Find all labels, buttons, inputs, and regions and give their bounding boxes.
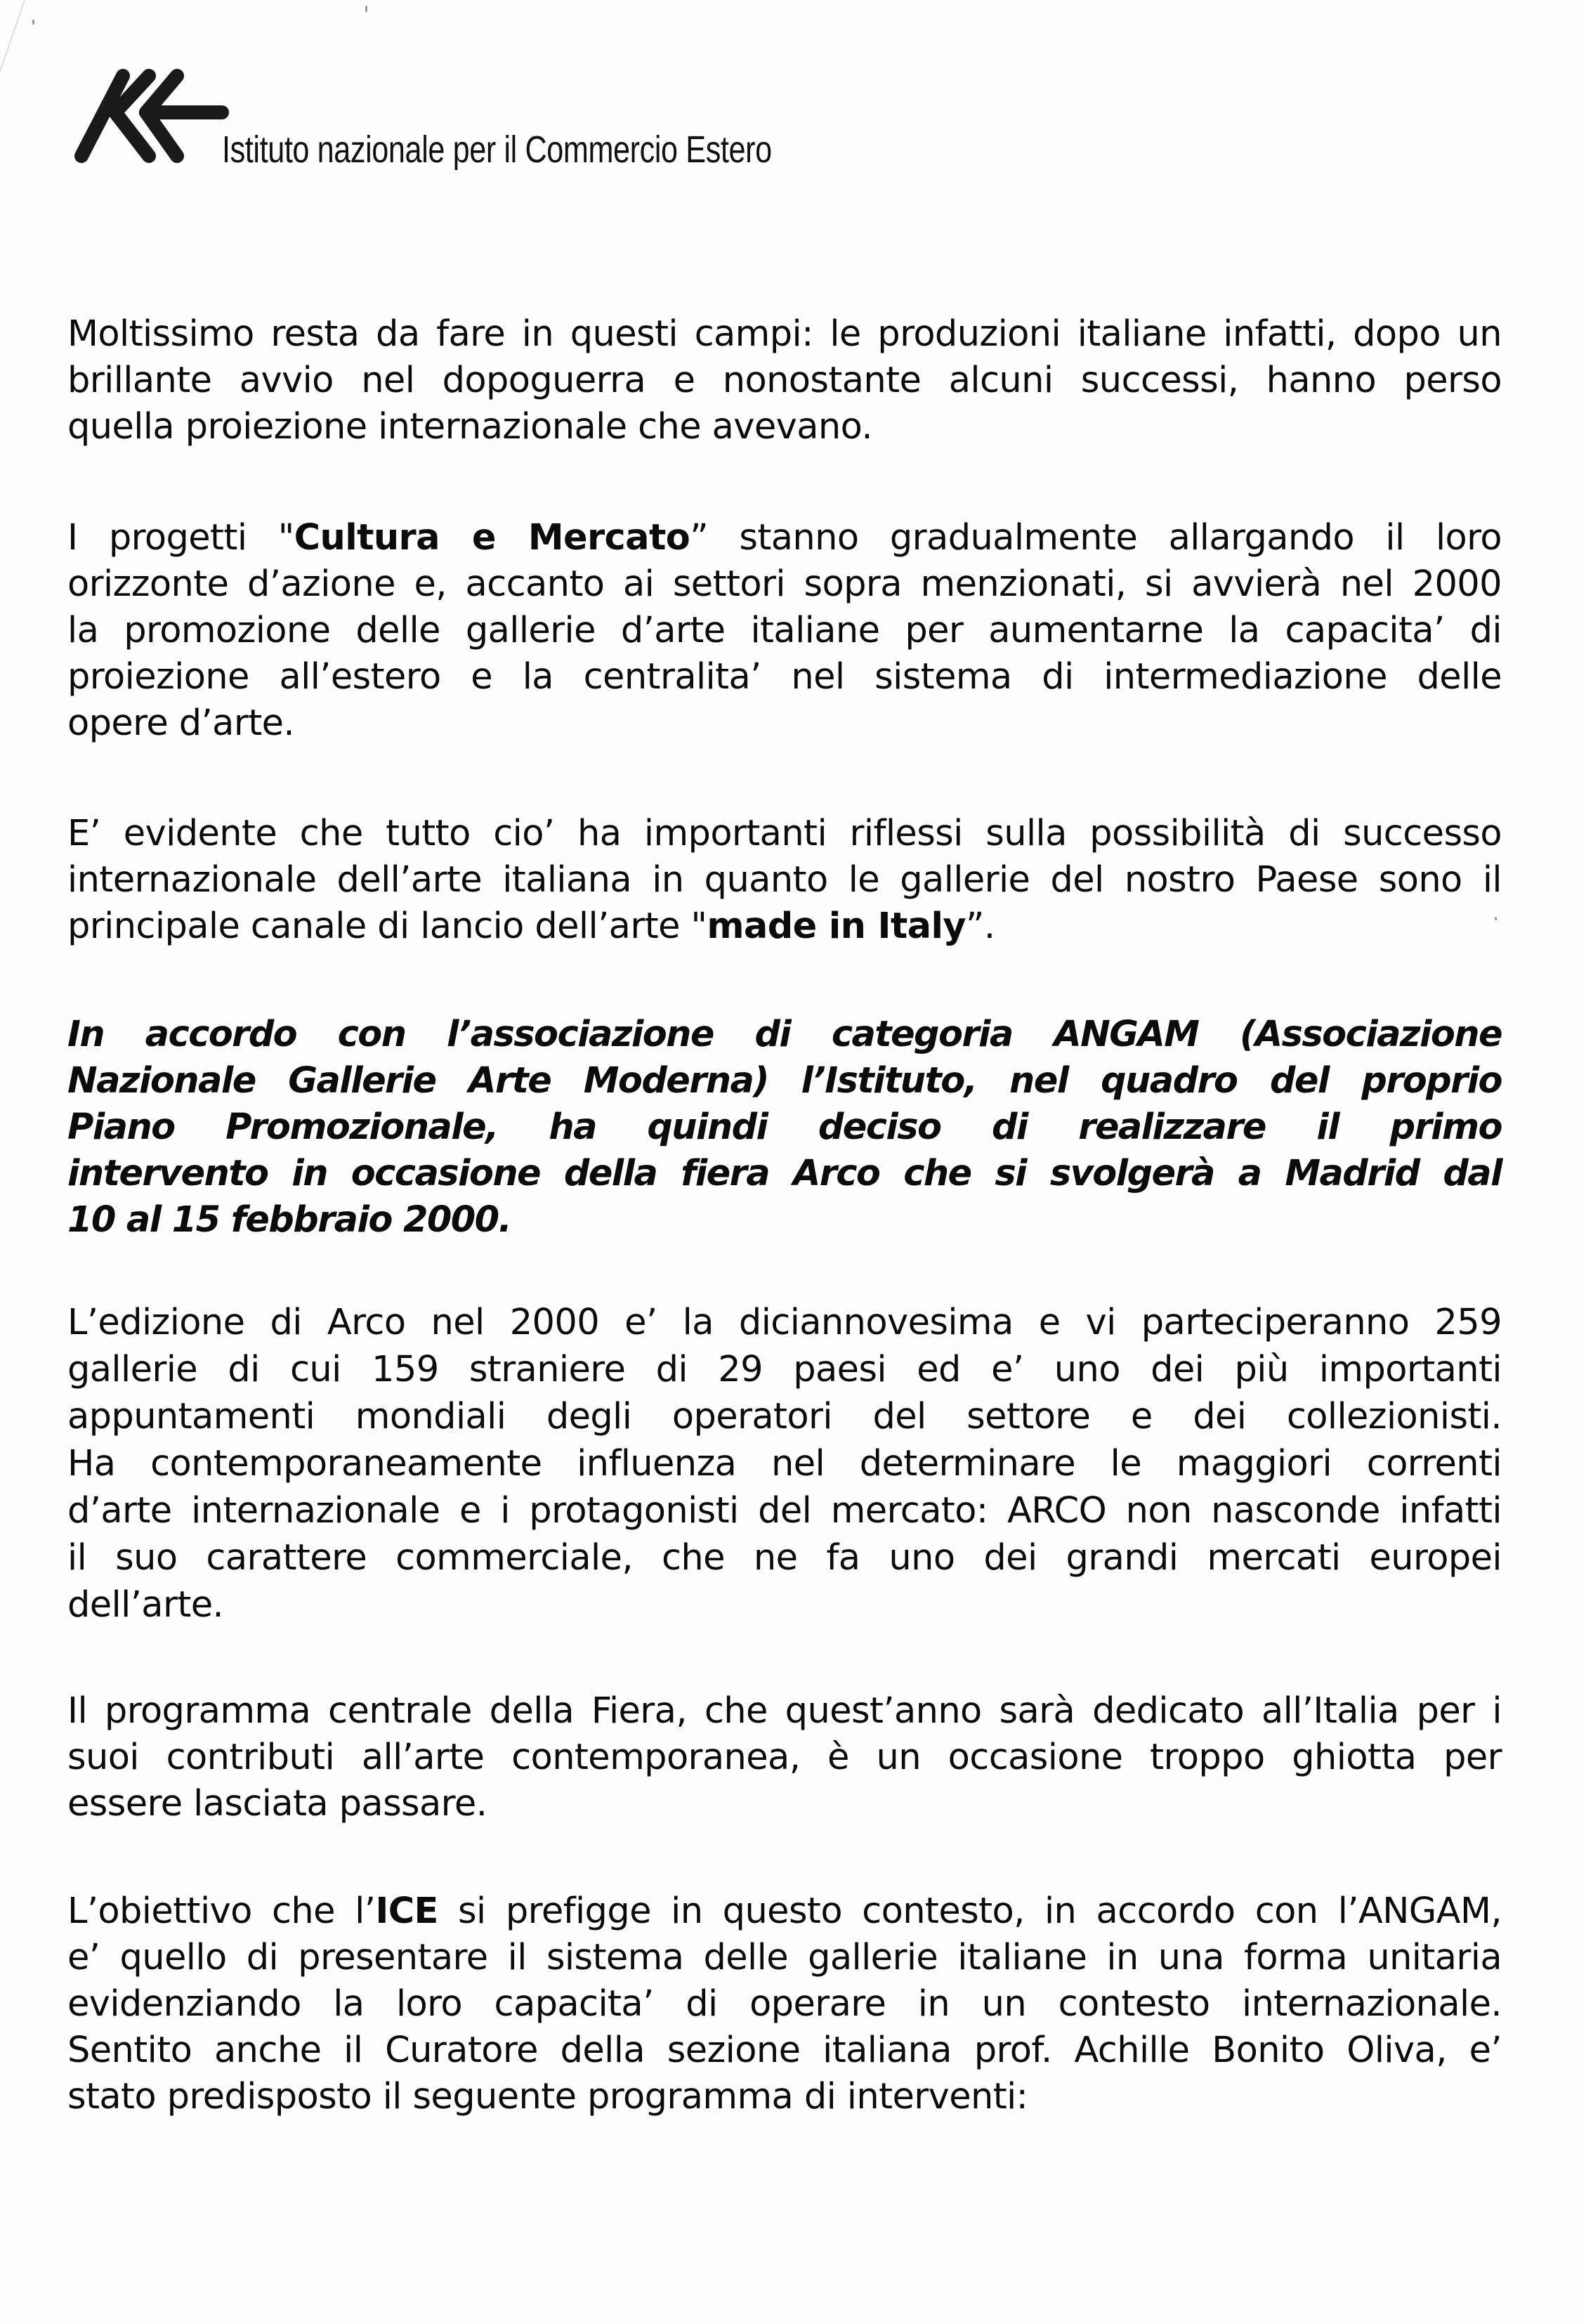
text-run: Moltissimo resta da fare in questi campi: le produzioni italiane infatti, dopo un [67, 313, 1502, 355]
paragraph [67, 1888, 1502, 2120]
text-line [67, 2074, 1502, 2120]
text-line [67, 1299, 1502, 1346]
text-line [67, 1393, 1502, 1440]
text-line [67, 358, 1502, 404]
text-line [67, 1735, 1502, 1781]
text-run: Sentito anche il Curatore della sezione italiana prof. Achille Bonito Oliva, e’ [67, 2030, 1502, 2071]
text-run: appuntamenti mondiali degli operatori del settore e dei collezionisti. [67, 1396, 1502, 1437]
paragraph [67, 1688, 1502, 1827]
text-run: intervento in occasione della fiera Arco che si svolgerà a Madrid dal [67, 1153, 1502, 1194]
text-line [67, 1440, 1502, 1487]
text-line [67, 1346, 1502, 1393]
text-line [67, 1104, 1502, 1151]
text-run: evidenziando la loro capacita’ di operare in un contesto internazionale. [67, 1983, 1502, 2025]
text-run: la promozione delle gallerie d’arte italiane per aumentarne la capacita’ di [67, 610, 1502, 651]
text-line [67, 2028, 1502, 2074]
paragraph [67, 515, 1502, 747]
institute-name: Istituto nazionale per il Commercio Estero [222, 129, 772, 171]
text-line [67, 1581, 1502, 1628]
text-run: Il programma centrale della Fiera, che quest’anno sarà dedicato all’Italia per i [67, 1690, 1502, 1732]
text-run: si prefigge in questo contesto, in accordo con l’ANGAM, [438, 1891, 1502, 1932]
text-run: il suo carattere commerciale, che ne fa uno dei grandi mercati europei [67, 1537, 1502, 1579]
text-run: opere d’arte. [67, 703, 294, 744]
bold-text: made in Italy [707, 906, 966, 947]
text-run: stato predisposto il seguente programma di interventi: [67, 2076, 1028, 2117]
text-line [67, 561, 1502, 608]
text-run: L’edizione di Arco nel 2000 e’ la diciannovesima e vi parteciperanno 259 [67, 1302, 1502, 1343]
text-run: E’ evidente che tutto cio’ ha importanti riflessi sulla possibilità di successo [67, 813, 1502, 854]
text-line [67, 1688, 1502, 1735]
text-line [67, 1487, 1502, 1534]
text-run: internazionale dell’arte italiana in quanto le gallerie del nostro Paese sono il [67, 859, 1502, 901]
text-line [67, 1058, 1502, 1104]
text-line [67, 1935, 1502, 1981]
paragraph [67, 811, 1502, 950]
text-line [67, 404, 1502, 450]
text-run: Ha contemporaneamente influenza nel determinare le maggiori correnti [67, 1443, 1502, 1484]
text-line [67, 1534, 1502, 1581]
text-line [67, 1981, 1502, 2028]
text-run: brillante avvio nel dopoguerra e nonostante alcuni successi, hanno perso [67, 360, 1502, 401]
text-line [67, 654, 1502, 700]
text-line [67, 515, 1502, 561]
text-run: dell’arte. [67, 1584, 224, 1626]
text-run: ” stanno gradualmente allargando il loro [690, 517, 1502, 559]
text-run: orizzonte d’azione e, accanto ai settori sopra menzionati, si avvierà nel 2000 [67, 563, 1502, 605]
text-line [67, 857, 1502, 903]
text-line [67, 1197, 1502, 1243]
text-run: principale canale di lancio dell’arte " [67, 906, 707, 947]
letterhead [0, 0, 1586, 211]
text-run: d’arte internazionale e i protagonisti del mercato: ARCO non nasconde infatti [67, 1490, 1502, 1532]
text-run: In accordo con l’associazione di categoria ANGAM (Associazione [67, 1014, 1502, 1055]
text-line [67, 311, 1502, 358]
text-run: proiezione all’estero e la centralita’ nel sistema di intermediazione delle [67, 656, 1502, 698]
text-run: essere lasciata passare. [67, 1783, 487, 1824]
text-run: suoi contributi all’arte contemporanea, è un occasione troppo ghiotta per [67, 1737, 1502, 1778]
bold-text: ICE [375, 1891, 438, 1932]
text-line [67, 1888, 1502, 1935]
text-line [67, 1151, 1502, 1197]
paragraph-highlighted [67, 1012, 1502, 1243]
text-line [67, 1012, 1502, 1058]
text-line [67, 608, 1502, 654]
text-run: e’ quello di presentare il sistema delle gallerie italiane in una forma unitaria [67, 1937, 1502, 1978]
text-line [67, 811, 1502, 857]
paragraph [67, 311, 1502, 450]
text-run: L’obiettivo che l’ [67, 1891, 376, 1932]
text-line [67, 1781, 1502, 1827]
text-line [67, 700, 1502, 747]
text-run: 10 al 15 febbraio 2000. [67, 1199, 511, 1241]
text-run: Piano Promozionale, ha quindi deciso di realizzare il primo [67, 1106, 1502, 1148]
text-run: Nazionale Gallerie Arte Moderna) l’Istituto, nel quadro del proprio [67, 1060, 1502, 1102]
paragraph [67, 1299, 1502, 1628]
ice-logo-icon [70, 65, 232, 167]
text-run: quella proiezione internazionale che avevano. [67, 406, 872, 448]
text-line [67, 903, 1502, 950]
text-run: gallerie di cui 159 straniere di 29 paesi ed e’ uno dei più importanti [67, 1349, 1502, 1390]
text-run: ”. [966, 906, 995, 947]
text-run: I progetti " [67, 517, 294, 559]
bold-text: Cultura e Mercato [294, 517, 690, 559]
